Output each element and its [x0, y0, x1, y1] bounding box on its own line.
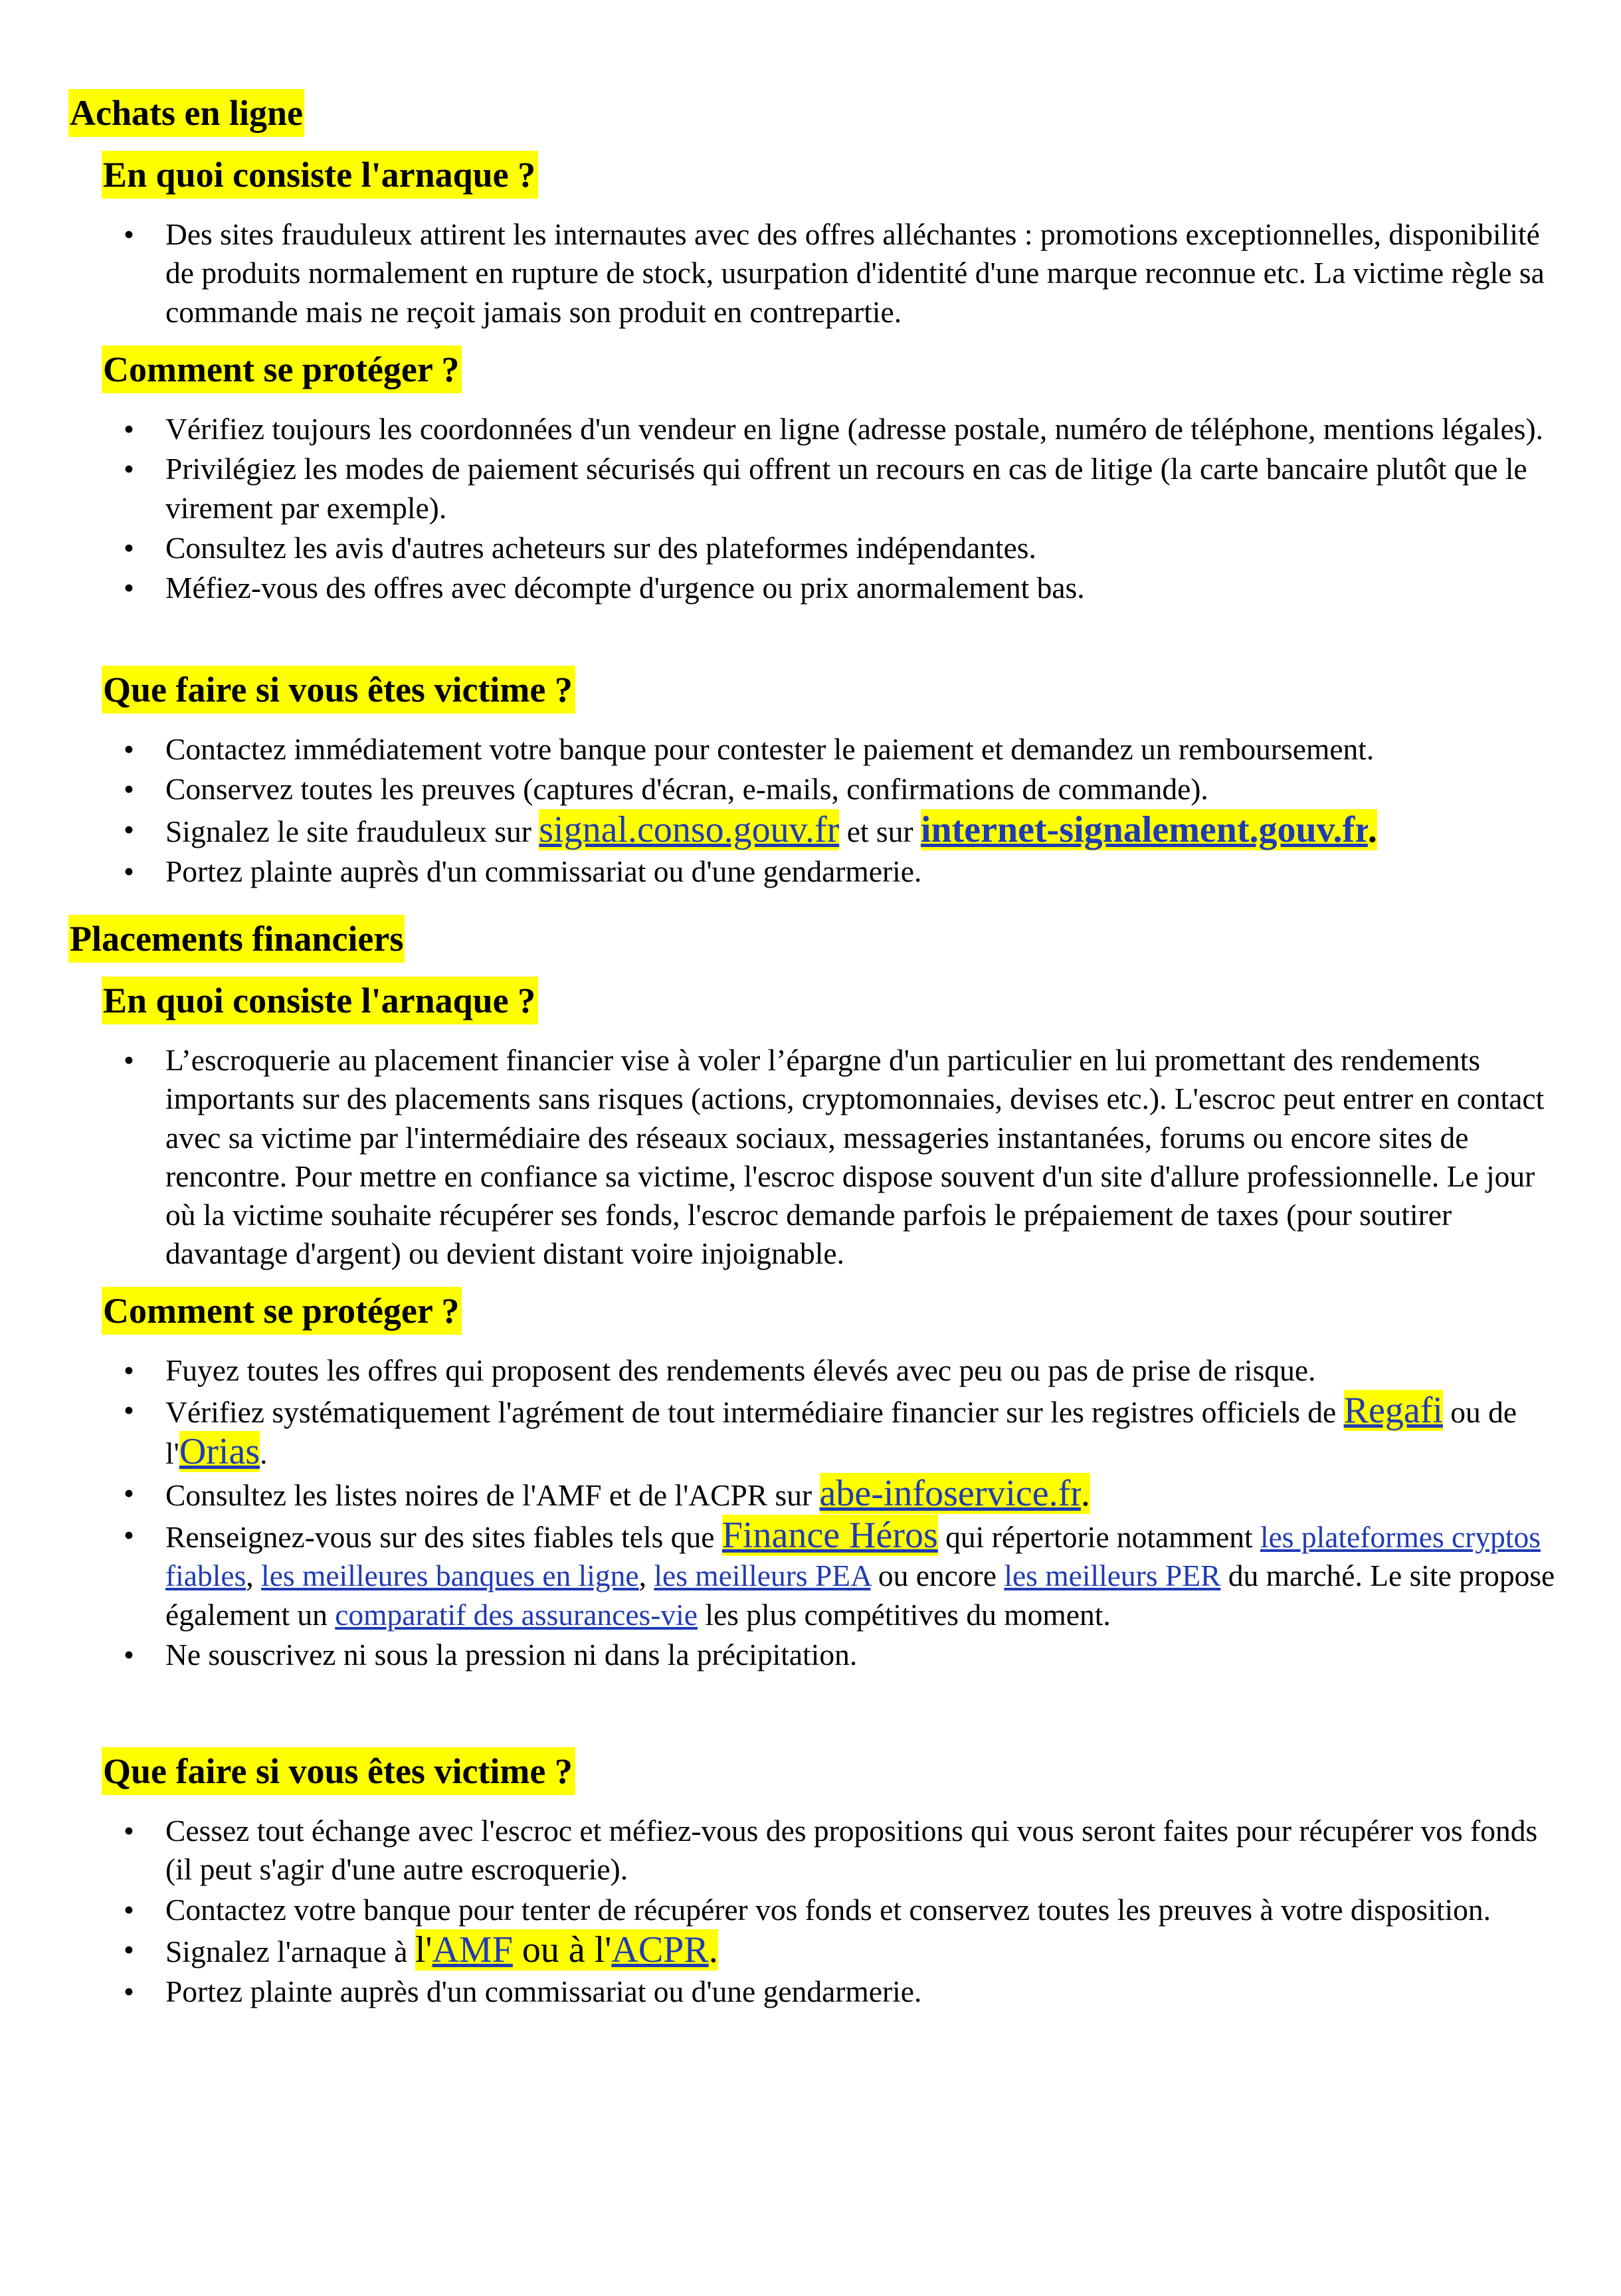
- item-text: ou à l': [512, 1929, 612, 1970]
- list-item: [0, 1041, 1561, 1274]
- heading-victim-placements: Que faire si vous êtes victime ?: [102, 1747, 575, 1795]
- bullet-icon: •: [124, 1974, 134, 2009]
- item-text: Ne souscrivez ni sous la pression ni dans la précipitation.: [165, 1638, 858, 1672]
- list-item: [0, 215, 1561, 332]
- heading-victim-achats: Que faire si vous êtes victime ?: [102, 666, 575, 714]
- list-victim-placements: [0, 1812, 1621, 2012]
- bullet-icon: •: [124, 812, 134, 846]
- list-item: [0, 450, 1561, 527]
- bullet-icon: •: [124, 1932, 134, 1966]
- list-item: [0, 529, 1561, 567]
- list-item: [0, 1391, 1561, 1473]
- section-title-placements: Placements financiers: [68, 915, 405, 963]
- list-item: [0, 1972, 1561, 2011]
- item-text: qui répertorie notamment: [937, 1520, 1260, 1555]
- list-item: [0, 1636, 1561, 1674]
- list-item: [0, 1931, 1561, 1971]
- link-amf[interactable]: AMF: [432, 1929, 513, 1970]
- link-finance-heros[interactable]: Finance Héros: [721, 1515, 938, 1557]
- list-item: [0, 1516, 1561, 1634]
- item-text: Contactez immédiatement votre banque pour contester le paiement et demandez un remboursement.: [165, 732, 1375, 766]
- bullet-icon: •: [124, 1814, 134, 1848]
- item-text: Fuyez toutes les offres qui proposent des rendements élevés avec peu ou pas de prise de risque.: [165, 1353, 1316, 1387]
- item-text: les plus compétitives du moment.: [697, 1597, 1111, 1632]
- item-text: Vérifiez toujours les coordonnées d'un vendeur en ligne (adresse postale, numéro de téléphone, mentions légales).: [165, 412, 1543, 446]
- list-victim-achats: [0, 730, 1621, 892]
- list-item: [0, 410, 1561, 448]
- link-plateformes-cryptos[interactable]: les plateformes cryptos fiables: [165, 1520, 1541, 1593]
- bullet-icon: •: [124, 1353, 134, 1387]
- bullet-icon: •: [124, 452, 134, 486]
- link-acpr[interactable]: ACPR: [611, 1929, 709, 1970]
- bullet-icon: •: [124, 412, 134, 446]
- bullet-icon: •: [124, 217, 134, 251]
- list-item: [0, 1474, 1561, 1515]
- link-abe-infoservice[interactable]: abe-infoservice.fr: [819, 1472, 1081, 1514]
- list-item: [0, 852, 1561, 891]
- bullet-icon: •: [124, 571, 134, 605]
- item-text: Signalez le site frauduleux sur: [165, 814, 539, 848]
- list-scam-achats: [0, 215, 1621, 333]
- bullet-icon: •: [124, 854, 134, 888]
- item-text: ,: [638, 1559, 654, 1593]
- link-banques-en-ligne[interactable]: les meilleures banques en ligne: [261, 1559, 639, 1593]
- item-text: Cessez tout échange avec l'escroc et méfiez-vous des propositions qui vous seront faites pour récupérer vos fonds (il peut s'agir d'une autre escroquerie).: [165, 1814, 1538, 1887]
- link-internet-signalement[interactable]: internet-signalement.gouv.fr: [920, 809, 1368, 850]
- item-text: .: [260, 1436, 268, 1470]
- link-meilleurs-per[interactable]: les meilleurs PER: [1004, 1559, 1221, 1593]
- item-text: ou encore: [870, 1559, 1004, 1593]
- link-orias[interactable]: Orias: [179, 1430, 260, 1472]
- item-text: Contactez votre banque pour tenter de récupérer vos fonds et conservez toutes les preuves à votre disposition.: [165, 1892, 1491, 1927]
- item-text: Signalez l'arnaque à: [165, 1934, 415, 1968]
- list-item: [0, 730, 1561, 769]
- item-text: Consultez les avis d'autres acheteurs sur des plateformes indépendantes.: [165, 530, 1036, 565]
- item-text: ,: [246, 1559, 262, 1593]
- heading-protect-placements: Comment se protéger ?: [102, 1287, 462, 1335]
- bullet-icon: •: [124, 1638, 134, 1672]
- link-signal-conso[interactable]: signal.conso.gouv.fr: [539, 809, 840, 850]
- item-text: et sur: [839, 814, 921, 848]
- item-text: Méfiez-vous des offres avec décompte d'urgence ou prix anormalement bas.: [165, 571, 1085, 605]
- item-text: Portez plainte auprès d'un commissariat ou d'une gendarmerie.: [165, 854, 922, 888]
- link-comparatif-assurances-vie[interactable]: comparatif des assurances-vie: [335, 1597, 698, 1632]
- list-item: [0, 1351, 1561, 1390]
- bullet-icon: •: [124, 1476, 134, 1510]
- item-text: Consultez les listes noires de l'AMF et de l'ACPR sur: [165, 1478, 820, 1512]
- bullet-icon: •: [124, 1393, 134, 1428]
- item-text: .: [708, 1929, 718, 1970]
- item-text: Conservez toutes les preuves (captures d'écran, e-mails, confirmations de commande).: [165, 772, 1208, 807]
- bullet-icon: •: [124, 530, 134, 565]
- link-meilleurs-pea[interactable]: les meilleurs PEA: [654, 1559, 871, 1593]
- item-text: l': [415, 1929, 432, 1970]
- list-item: [0, 1812, 1561, 1889]
- list-item: [0, 811, 1561, 851]
- bullet-icon: •: [124, 772, 134, 807]
- bullet-icon: •: [124, 732, 134, 766]
- list-protect-placements: [0, 1351, 1621, 1675]
- item-text: du marché. Le site propose également un: [165, 1559, 1555, 1632]
- bullet-icon: •: [124, 1518, 134, 1553]
- item-text: Portez plainte auprès d'un commissariat ou d'une gendarmerie.: [165, 1974, 922, 2009]
- item-text: .: [1367, 809, 1377, 850]
- item-text: .: [1080, 1472, 1090, 1514]
- list-protect-achats: [0, 410, 1621, 609]
- heading-scam-achats: En quoi consiste l'arnaque ?: [102, 151, 538, 199]
- item-text: Renseignez-vous sur des sites fiables tels que: [165, 1520, 722, 1555]
- heading-protect-achats: Comment se protéger ?: [102, 345, 462, 393]
- bullet-icon: •: [124, 1892, 134, 1927]
- heading-scam-placements: En quoi consiste l'arnaque ?: [102, 977, 538, 1024]
- list-item: [0, 569, 1561, 607]
- list-item: [0, 1891, 1561, 1929]
- item-text: Vérifiez systématiquement l'agrément de tout intermédiaire financier sur les registres officiels de: [165, 1395, 1344, 1430]
- item-text: ou de l': [165, 1395, 1517, 1470]
- bullet-icon: •: [124, 1043, 134, 1077]
- item-text: L’escroquerie au placement financier vise à voler l’épargne d'un particulier en lui promettant des rendements importants sur des placements sans risques (actions, cryptomonnaies, devises etc.). L'escroc peut entrer en contact avec sa victime par l'intermédiaire des réseaux sociaux, messageries instantanées, forums ou encore sites de rencontre. Pour mettre en confiance sa victime, l'escroc dispose souvent d'un site d'allure professionnelle. Le jour où la victime souhaite récupérer ses fonds, l'escroc demande parfois le prépaiement de taxes (pour soutirer davantage d'argent) ou devient distant voire injoignable.: [165, 1043, 1545, 1271]
- item-text: Privilégiez les modes de paiement sécurisés qui offrent un recours en cas de litige (la carte bancaire plutôt que le virement par exemple).: [165, 452, 1527, 525]
- list-item: [0, 770, 1561, 809]
- section-title-achats: Achats en ligne: [68, 89, 304, 137]
- link-regafi[interactable]: Regafi: [1343, 1390, 1443, 1432]
- list-scam-placements: [0, 1041, 1621, 1275]
- item-text: Des sites frauduleux attirent les internautes avec des offres alléchantes : promotions exceptionnelles, disponibilité de produits normalement en rupture de stock, usurpation d'identité d'une marque reconnue etc. La victime règle sa commande mais ne reçoit jamais son produit en contrepartie.: [165, 217, 1545, 329]
